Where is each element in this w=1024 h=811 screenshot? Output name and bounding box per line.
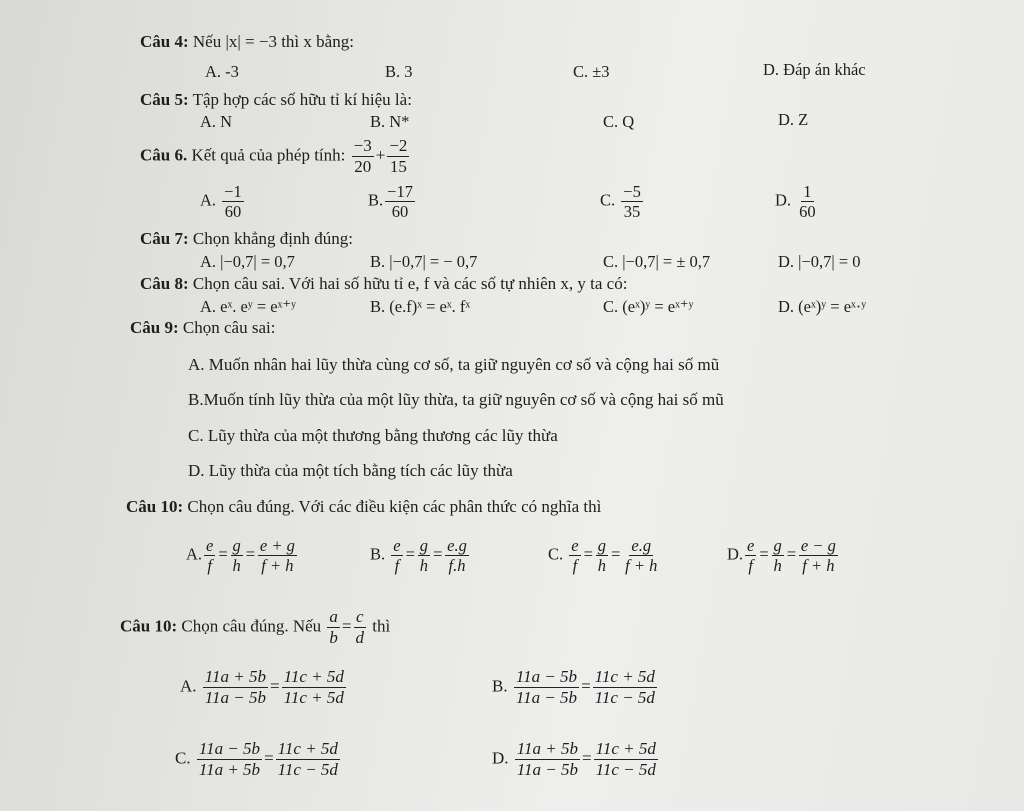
q6-option-c-letter: C. <box>600 190 616 210</box>
q6-option-a-den: 60 <box>224 202 242 222</box>
q10b-heading: Câu 10: Chọn câu đúng. Nếu $\frac{a}{b}$ = $\frac{c}{d}$ thì <box>120 607 391 647</box>
q10a-option-a: A. $\frac{e}{f}$ = $\frac{g}{h}$ = $\frac{e + g}{f + h}$ <box>186 536 295 576</box>
q8-option-d: D. (eˣ)ʸ = eˣ·ʸ <box>778 297 867 316</box>
q9-heading <box>130 318 275 338</box>
q9-option-c: C. Lũy thừa của một thương bằng thương các lũy thừa <box>188 426 558 445</box>
q10a-b-f1-den: f <box>394 556 400 576</box>
q10b-stem: Chọn câu đúng. Nếu <box>181 616 322 636</box>
q10b-c-right-den: 11c − 5d <box>277 759 338 779</box>
q10b-option-c: C. $\frac{11a - 5b}{11a + 5b}$ = $\frac{11c + 5d}{11c - 5d}$ <box>175 739 338 779</box>
q10b-d-left-den: 11a − 5b <box>516 759 578 779</box>
q6-option-d-letter: D. <box>775 190 792 210</box>
q10b-c-right-num: 11c + 5d <box>277 739 338 758</box>
q10b-option-b: B. $\frac{11a - 5b}{11a - 5b}$ = $\frac{11c + 5d}{11c - 5d}$ <box>492 667 655 707</box>
q9-option-a: A. Muốn nhân hai lũy thừa cùng cơ số, ta giữ nguyên cơ số và cộng hai số mũ <box>188 355 720 374</box>
q4-stem: Nếu |x| = −3 thì x bằng: <box>192 32 354 51</box>
q6-option-c-num: −5 <box>623 182 641 201</box>
q6-option-d-den: 60 <box>799 202 816 222</box>
q10b-option-d: D. $\frac{11a + 5b}{11a - 5b}$ = $\frac{11c + 5d}{11c - 5d}$ <box>492 739 656 779</box>
q10a-b-f1-num: e <box>393 536 401 555</box>
q10a-label: Câu 10: <box>126 497 184 516</box>
q7-heading <box>140 229 353 249</box>
q6-option-c-den: 35 <box>623 202 641 222</box>
q10a-heading <box>126 497 601 517</box>
q6-fraction-a-den: 20 <box>354 156 372 176</box>
q10b-then: thì <box>372 616 391 636</box>
q10a-b-f2-den: h <box>419 556 428 576</box>
q10b-cond-a: a <box>329 607 338 626</box>
q6-option-b-den: 60 <box>391 202 409 222</box>
q10b-cond-b: b <box>329 627 338 647</box>
q5-heading <box>140 90 412 110</box>
q10a-b-f3-den: f.h <box>448 556 466 576</box>
q10b-d-right-den: 11c − 5d <box>595 759 656 779</box>
q10b-label: Câu 10: <box>120 616 178 636</box>
q10a-a-f2-den: h <box>232 556 241 576</box>
q6-fraction-a <box>352 137 374 176</box>
q5-label: Câu 5: <box>140 90 189 109</box>
q6-option-c <box>600 183 645 221</box>
q7-option-c: C. |−0,7| = ± 0,7 <box>603 252 711 271</box>
q10b-a-right-num: 11c + 5d <box>283 667 344 686</box>
q10a-a-f1-num: e <box>206 536 214 555</box>
q10b-a-left-num: 11a + 5b <box>204 667 266 686</box>
q10b-d-right-num: 11c + 5d <box>595 739 656 758</box>
q8-option-c: C. (eˣ)ʸ = eˣ⁺ʸ <box>603 297 694 316</box>
q6-option-b <box>368 183 417 221</box>
q10b-b-right-num: 11c + 5d <box>594 667 655 686</box>
q10b-cond-d: d <box>355 627 365 647</box>
q10b-d-left-num: 11a + 5b <box>516 739 578 758</box>
q6-heading <box>140 137 411 176</box>
q10a-c-f1-den: f <box>572 556 578 576</box>
q4-option-c: C. ±3 <box>573 62 610 81</box>
q10a-c-f3-num: e.g <box>631 536 652 555</box>
q6-option-b-num: −17 <box>387 182 413 201</box>
q10a-c-f2-num: g <box>597 536 606 555</box>
q4-option-d: D. Đáp án khác <box>763 60 866 79</box>
q10b-a-right-den: 11c + 5d <box>283 687 344 707</box>
q5-option-b: B. N* <box>370 112 410 131</box>
q10a-d-f1-num: e <box>747 536 755 555</box>
q8-option-a: A. eˣ. eʸ = eˣ⁺ʸ <box>200 297 296 316</box>
q6-operator: + <box>375 145 386 165</box>
q6-option-b-letter: B. <box>368 190 384 210</box>
q8-stem: Chọn câu sai. Với hai số hữu tỉ e, f và các số tự nhiên x, y ta có: <box>192 274 628 293</box>
q6-option-a-num: −1 <box>224 182 242 201</box>
q10a-c-f1-num: e <box>571 536 579 555</box>
q7-label: Câu 7: <box>140 229 189 248</box>
q5-option-d: D. Z <box>778 110 809 129</box>
q6-option-a <box>200 183 246 221</box>
q10b-a-left-den: 11a − 5b <box>204 687 266 707</box>
q8-heading <box>140 274 627 294</box>
q10a-c-f2-den: h <box>597 556 606 576</box>
q10a-option-d: D. $\frac{e}{f}$ = $\frac{g}{h}$ = $\frac{e - g}{f + h}$ <box>727 536 836 576</box>
q10a-stem: Chọn câu đúng. Với các điều kiện các phân thức có nghĩa thì <box>187 497 602 516</box>
q10a-d-f2-den: h <box>773 556 782 576</box>
q10a-a-f3-num: e + g <box>259 536 295 555</box>
q10a-option-b-letter: B. <box>370 544 386 564</box>
q6-label: Câu 6. <box>140 145 188 165</box>
q6-stem: Kết quả của phép tính: <box>191 145 346 165</box>
q10a-b-f3-num: e.g <box>447 536 467 555</box>
q10a-d-f2-num: g <box>773 536 782 555</box>
q7-option-d: D. |−0,7| = 0 <box>778 252 861 271</box>
q7-option-b: B. |−0,7| = − 0,7 <box>370 252 478 271</box>
q8-option-b: B. (e.f)ˣ = eˣ. fˣ <box>370 297 471 316</box>
q7-option-a: A. |−0,7| = 0,7 <box>200 252 295 271</box>
q6-fraction-b-den: 15 <box>389 156 407 176</box>
q10a-a-f3-den: f + h <box>261 556 294 576</box>
q10b-c-left-num: 11a − 5b <box>198 739 261 758</box>
q10a-d-f3-den: f + h <box>802 556 835 576</box>
q7-stem: Chọn khẳng định đúng: <box>192 229 353 248</box>
q4-option-b: B. 3 <box>385 62 413 81</box>
q9-option-b: B.Muốn tính lũy thừa của một lũy thừa, ta giữ nguyên cơ số và cộng hai số mũ <box>188 390 724 409</box>
q10b-option-a: A. $\frac{11a + 5b}{11a - 5b}$ = $\frac{11c + 5d}{11c + 5d}$ <box>180 667 344 707</box>
q10b-b-left-den: 11a − 5b <box>515 687 578 707</box>
q10a-option-b: B. $\frac{e}{f}$ = $\frac{g}{h}$ = $\frac{e.g}{f.h}$ <box>370 536 467 576</box>
q6-option-d-num: 1 <box>803 182 812 201</box>
q5-option-a: A. N <box>200 112 233 131</box>
q10b-c-left-den: 11a + 5b <box>198 759 261 779</box>
q10b-b-right-den: 11c − 5d <box>594 687 655 707</box>
q4-label: Câu 4: <box>140 32 189 51</box>
q4-option-a: A. -3 <box>205 62 239 81</box>
q6-option-d <box>775 183 820 221</box>
q10b-b-left-num: 11a − 5b <box>515 667 578 686</box>
q10a-b-f2-num: g <box>419 536 428 555</box>
q4-heading <box>140 32 354 52</box>
q10b-cond-c: c <box>355 607 364 626</box>
q10a-c-f3-den: f + h <box>625 556 658 576</box>
q5-stem: Tập hợp các số hữu tỉ kí hiệu là: <box>192 90 412 109</box>
q10a-option-c: C. $\frac{e}{f}$ = $\frac{g}{h}$ = $\frac{e.g}{f + h}$ <box>548 536 658 576</box>
q9-label: Câu 9: <box>130 318 179 337</box>
q9-option-d: D. Lũy thừa của một tích bằng tích các lũy thừa <box>188 461 513 480</box>
q10b-option-a-letter: A. <box>180 676 197 696</box>
q6-option-a-letter: A. <box>200 190 217 210</box>
q10a-d-f1-den: f <box>748 556 753 576</box>
q5-option-c: C. Q <box>603 112 635 131</box>
q10a-d-f3-num: e − g <box>800 536 836 555</box>
q10b-option-c-letter: C. <box>175 748 191 768</box>
q6-fraction-b <box>387 137 409 176</box>
q10a-a-f1-den: f <box>207 556 212 576</box>
q10b-option-b-letter: B. <box>492 676 508 696</box>
q10a-option-d-letter: D. <box>727 544 744 564</box>
q10b-option-d-letter: D. <box>492 748 509 768</box>
q6-fraction-a-num: −3 <box>353 136 372 155</box>
q10a-option-c-letter: C. <box>548 544 564 564</box>
q6-fraction-b-num: −2 <box>389 136 408 155</box>
q10a-a-f2-num: g <box>232 536 241 555</box>
q10a-option-a-letter: A. <box>186 544 203 564</box>
q8-label: Câu 8: <box>140 274 189 293</box>
q9-stem: Chọn câu sai: <box>182 318 276 337</box>
